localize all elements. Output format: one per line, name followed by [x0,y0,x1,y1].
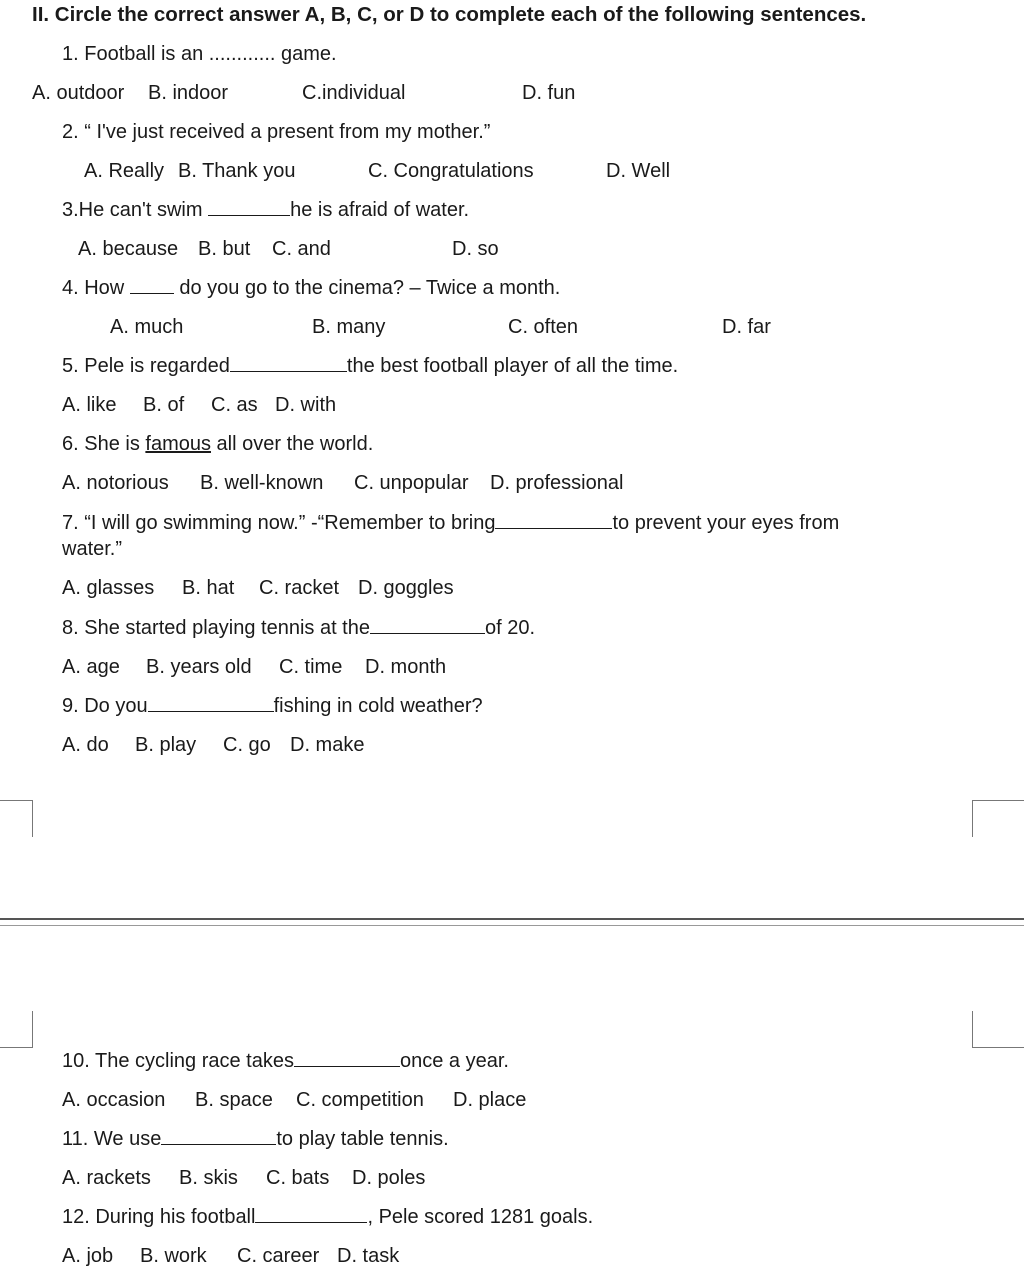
q8-option-d[interactable]: D. month [365,656,447,678]
q12-option-a[interactable]: A. job [62,1245,114,1267]
question-text: game. [275,43,337,65]
page-corner-mark [0,800,33,837]
q1-option-d[interactable]: D. fun [522,82,576,104]
q2-option-a[interactable]: A. Really [84,160,165,182]
question-text: once a year. [399,1050,509,1072]
question-6 [62,432,373,456]
q5-option-d[interactable]: D. with [275,394,337,416]
q3-option-c[interactable]: C. and [272,238,331,260]
question-1 [62,42,337,66]
q9-option-a[interactable]: A. do [62,734,109,756]
question-7-continued: water.” [62,538,123,560]
answer-blank [208,199,290,216]
question-10 [62,1049,509,1073]
q8-option-b[interactable]: B. years old [146,656,252,678]
section-heading: II. Circle the correct answer A, B, C, or D to complete each of the following sentences. [32,3,867,26]
answer-blank [495,512,612,529]
q4-option-a[interactable]: A. much [110,316,184,338]
answer-blank [130,277,174,294]
question-2: 2. “ I've just received a present from my mother.” [62,121,491,143]
q8-option-a[interactable]: A. age [62,656,120,678]
question-text: 6. She is [62,433,146,455]
question-text: 3.He can't swim [62,199,209,221]
question-text: 9. Do you [62,695,148,717]
q5-option-b[interactable]: B. of [143,394,185,416]
q6-option-d[interactable]: D. professional [490,472,624,494]
question-9 [62,694,483,718]
answer-blank [161,1128,276,1145]
q11-option-c[interactable]: C. bats [266,1167,330,1189]
q9-option-c[interactable]: C. go [223,734,271,756]
q2-option-d[interactable]: D. Well [606,160,671,182]
q10-option-d[interactable]: D. place [453,1089,527,1111]
q1-option-a[interactable]: A. outdoor [32,82,125,104]
q2-option-c[interactable]: C. Congratulations [368,160,534,182]
page-separator [0,918,1024,920]
question-text: to play table tennis. [276,1128,449,1150]
question-3 [62,198,469,222]
page-corner-mark [972,1011,1024,1048]
q5-option-c[interactable]: C. as [211,394,258,416]
answer-blank [148,695,274,712]
page-separator [0,925,1024,926]
q3-option-b[interactable]: B. but [198,238,251,260]
q4-option-c[interactable]: C. often [508,316,579,338]
underlined-word: famous [145,433,211,455]
question-text: 4. How [62,277,130,299]
q11-option-d[interactable]: D. poles [352,1167,426,1189]
question-text: all over the world. [210,433,374,455]
question-5 [62,354,678,378]
question-text: fishing in cold weather? [273,695,483,717]
question-text: 7. “I will go swimming now.” -“Remember to bring [62,512,496,534]
q3-option-a[interactable]: A. because [78,238,179,260]
answer-blank [370,617,485,634]
dotted-blank: ............ [208,43,276,65]
question-text: of 20. [484,617,536,639]
q10-option-c[interactable]: C. competition [296,1089,424,1111]
answer-blank [255,1206,367,1223]
page-corner-mark [0,1011,33,1048]
q5-option-a[interactable]: A. like [62,394,117,416]
q1-option-c[interactable]: C.individual [302,82,406,104]
question-text: , Pele scored 1281 goals. [367,1206,594,1228]
q11-option-a[interactable]: A. rackets [62,1167,151,1189]
question-text: 12. During his football [62,1206,256,1228]
q6-option-c[interactable]: C. unpopular [354,472,469,494]
question-text: 10. The cycling race takes [62,1050,294,1072]
question-text: 8. She started playing tennis at the [62,617,370,639]
q12-option-d[interactable]: D. task [337,1245,400,1267]
question-text: he is afraid of water. [290,199,470,221]
question-4 [62,276,560,300]
question-7 [62,511,839,535]
q1-option-b[interactable]: B. indoor [148,82,229,104]
q8-option-c[interactable]: C. time [279,656,343,678]
question-11 [62,1127,449,1151]
answer-blank [294,1050,400,1067]
q7-option-c[interactable]: C. racket [259,577,340,599]
q7-option-a[interactable]: A. glasses [62,577,155,599]
question-8 [62,616,535,640]
q10-option-b[interactable]: B. space [195,1089,273,1111]
question-text: 1. Football is an [62,43,209,65]
question-12 [62,1205,593,1229]
q4-option-d[interactable]: D. far [722,316,771,338]
q9-option-d[interactable]: D. make [290,734,365,756]
question-text: to prevent your eyes from [612,512,840,534]
q3-option-d[interactable]: D. so [452,238,499,260]
q12-option-b[interactable]: B. work [140,1245,207,1267]
question-text: do you go to the cinema? – Twice a month. [173,277,561,299]
question-text: the best football player of all the time. [346,355,679,377]
q11-option-b[interactable]: B. skis [179,1167,238,1189]
q4-option-b[interactable]: B. many [312,316,386,338]
q9-option-b[interactable]: B. play [135,734,197,756]
answer-blank [230,355,347,372]
q7-option-d[interactable]: D. goggles [358,577,454,599]
q7-option-b[interactable]: B. hat [182,577,235,599]
q6-option-a[interactable]: A. notorious [62,472,169,494]
q6-option-b[interactable]: B. well-known [200,472,324,494]
q10-option-a[interactable]: A. occasion [62,1089,166,1111]
q2-option-b[interactable]: B. Thank you [178,160,296,182]
question-text: 5. Pele is regarded [62,355,230,377]
question-text: 11. We use [62,1128,162,1150]
page-corner-mark [972,800,1024,837]
q12-option-c[interactable]: C. career [237,1245,320,1267]
